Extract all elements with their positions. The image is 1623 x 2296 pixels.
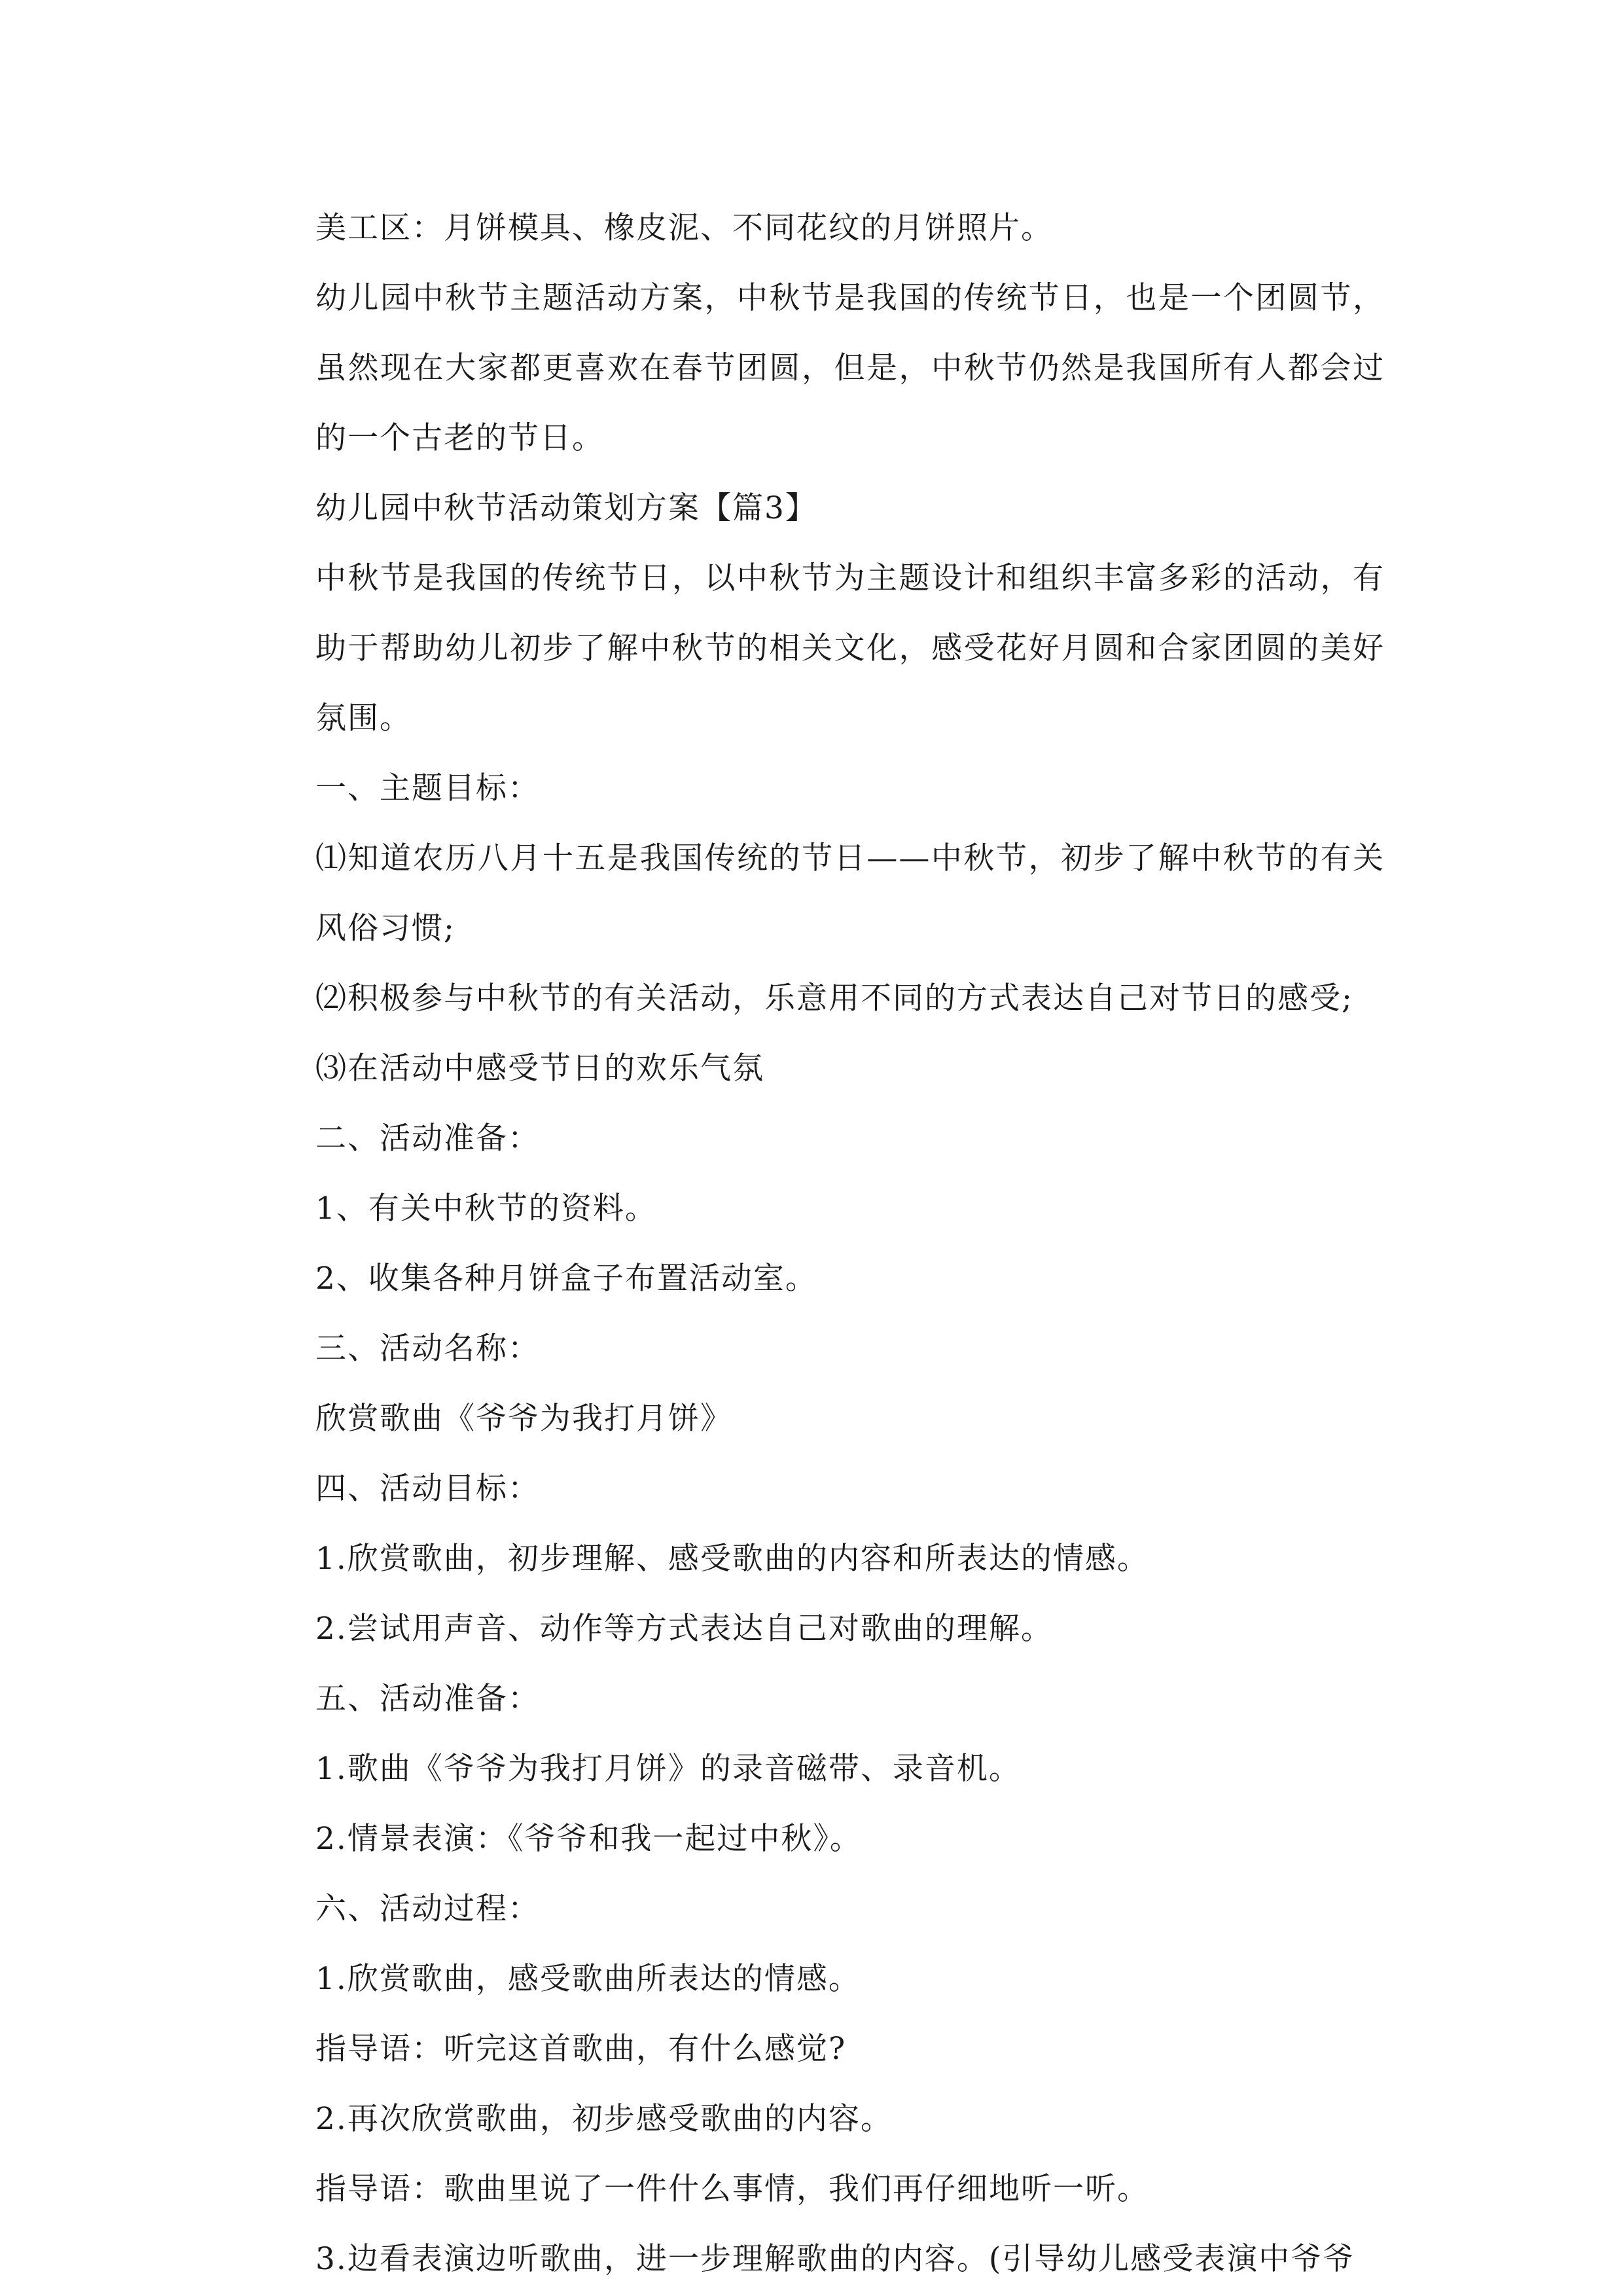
paragraph: 幼儿园中秋节主题活动方案，中秋节是我国的传统节日，也是一个团圆节，虽然现在大家都更喜欢在春节团圆，但是，中秋节仍然是我国所有人都会过的一个古老的节日。 [315, 280, 1385, 456]
list-item: ⑴知道农历八月十五是我国传统的节日——中秋节，初步了解中秋节的有关风俗习惯; [315, 840, 1385, 946]
section-heading: 幼儿园中秋节活动策划方案【篇3】 [315, 490, 817, 526]
paragraph: 中秋节是我国的传统节日，以中秋节为主题设计和组织丰富多彩的活动，有助于帮助幼儿初步了解中秋节的相关文化，感受花好月圆和合家团圆的美好氛围。 [315, 560, 1385, 736]
section-heading: 一、主题目标： [315, 770, 540, 806]
list-item: ⑶在活动中感受节日的欢乐气氛 [315, 1050, 764, 1086]
section-heading: 二、活动准备： [315, 1121, 540, 1157]
paragraph: 指导语：听完这首歌曲，有什么感觉? [315, 2031, 847, 2067]
list-item: 3.边看表演边听歌曲，进一步理解歌曲的内容。(引导幼儿感受表演中爷爷 [315, 2241, 1355, 2277]
list-item: 2、收集各种月饼盒子布置活动室。 [315, 1261, 817, 1297]
document-body [243, 193, 1385, 2294]
list-item: 1、有关中秋节的资料。 [315, 1191, 657, 1227]
section-heading: 六、活动过程： [315, 1891, 540, 1927]
paragraph: 美工区：月饼模具、橡皮泥、不同花纹的月饼照片。 [315, 210, 1053, 246]
section-heading: 四、活动目标： [315, 1471, 540, 1507]
section-heading: 五、活动准备： [315, 1681, 540, 1717]
list-item: 1.欣赏歌曲，初步理解、感受歌曲的内容和所表达的情感。 [315, 1541, 1149, 1577]
list-item: 1.欣赏歌曲，感受歌曲所表达的情感。 [315, 1961, 861, 1997]
paragraph: 指导语：歌曲里说了一件什么事情，我们再仔细地听一听。 [315, 2171, 1149, 2207]
paragraph: 欣赏歌曲《爷爷为我打月饼》 [315, 1401, 732, 1437]
list-item: 1.歌曲《爷爷为我打月饼》的录音磁带、录音机。 [315, 1751, 1021, 1787]
list-item: 2.再次欣赏歌曲，初步感受歌曲的内容。 [315, 2101, 893, 2137]
list-item: 2.尝试用声音、动作等方式表达自己对歌曲的理解。 [315, 1611, 1053, 1647]
list-item: ⑵积极参与中秋节的有关活动，乐意用不同的方式表达自己对节日的感受; [315, 980, 1353, 1016]
section-heading: 三、活动名称： [315, 1331, 540, 1367]
list-item: 2.情景表演：《爷爷和我一起过中秋》。 [315, 1821, 862, 1857]
